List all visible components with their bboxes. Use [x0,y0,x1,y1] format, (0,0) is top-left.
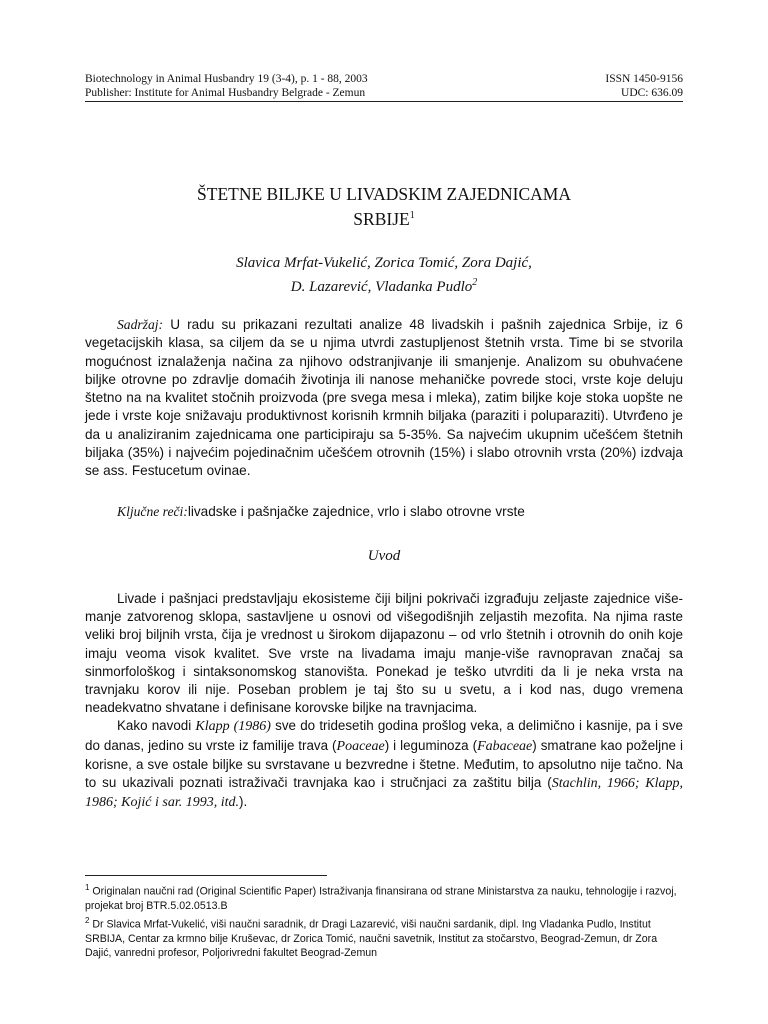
footnote-1: $^1$ Originalan naučni rad (Original Scientific Paper) Istraživanja finansirana od strane Ministarstva za nauku, tehnologije i razvoj, projekat broj BTR.5.02.0513.B [85,883,677,912]
issn: ISSN 1450-9156 [605,73,683,85]
footnotes [85,881,683,962]
authors-line-2: D. Lazarević, Vladanka Pudlo$^2$ [290,277,478,295]
paragraph-2: Kako navodi Klapp (1986) sve do tridesetih godina prošlog veka, a delimično i kasnije, pa i sve do danas, jedino su vrste iz familije trava (Poaceae) i leguminoza (Fabaceae) smatrane kao poželjne i korisne, a sve ostale biljke su svrstavane u bezvredne i štetne. Međutim, to apsolutno nije tačno. Na to su ukazivali poznati istraživači travnjaka kao i stručnjaci za zaštitu bilja (Stachlin, 1966; Klapp, 1986; Kojić i sar. 1993, itd.). [85,718,683,811]
section-heading: Uvod [367,548,401,564]
journal-identifiers [605,72,683,100]
keywords-label: Ključne reči: [117,504,188,519]
udc: UDC: 636.09 [621,87,683,99]
publisher-line: Publisher: Institute for Animal Husbandry Belgrade - Zemun [85,87,366,99]
journal-header [85,72,368,100]
keywords [85,503,683,521]
header-divider [85,101,683,102]
title-line-1: ŠTETNE BILJKE U LIVADSKIM ZAJEDNICAMA [197,184,571,204]
citation-list: Stachlin, 1966; Klapp, 1986; Kojić i sar. 1993, itd. [85,776,683,811]
footnote-divider [85,875,327,876]
paper-title [85,183,683,230]
title-line-2: SRBIJE$^1$ [353,208,415,229]
family-poaceae: Poaceae [336,738,385,754]
paragraph-1: Livade i pašnjaci predstavljaju ekosisteme čiji biljni pokrivači izgrađuju zeljaste zajednice više-manje zatvorenog sklopa, sastavljene u osnovi od višegodišnjih zeljastih mezofita. Na njima raste veliki broj biljnih vrsta, čija je vrednost u širokom dijapazonu – od vrlo štetnih i otrovnih do onih koje imaju veoma visok kvalitet. Sve vrste na livadama imaju manje-više ravnopravan značaj sa sinmorfološkog i sintaksonomskog stanovišta. Ponekad je teško utvrditi da li je neka vrsta na travnjaku korov ili nije. Poseban problem je taj što su u svetu, a i kod nas, dugo vremena neadekvatno shvatane i definisane korovske biljke na travnjacima. [85,591,683,716]
authors-footnote-mark: 2 [472,277,478,288]
body-text [85,590,683,812]
family-fabaceae: Fabaceae [477,738,533,754]
keywords-text: livadske i pašnjačke zajednice, vrlo i slabo otrovne vrste [187,504,525,519]
abstract-label: Sadržaj: [117,317,164,332]
authors-line-1: Slavica Mrfat-Vukelić, Zorica Tomić, Zora Dajić, [236,255,532,271]
abstract [85,316,683,481]
abstract-text: U radu su prikazani rezultati analize 48 livadskih i pašnih zajednica Srbije, iz 6 vegetacijskih klasa, sa ciljem da se u njima utvrdi zastupljenost štetnih vrsta. Time bi se stvorila mogućnost iznalaženja načina za njihovo odstranjivanje ili smanjenje. Analizom su obuhvaćene biljke otrovne po zdravlje domaćih životinja ili nanose mehaničke povrede stoci, vrste koje deluju štetno na na kvalitet stočnih proizvoda (pre svega mesa i mleka), zatim biljke koje stoka uopšte ne jede i vrste koje snižavaju produktivnost korisnih krmnih biljaka (paraziti i poluparaziti). Utvrđeno je da u analiziranim zajednicama one participiraju sa 5-35%. Sa najvećim ukupnim učešćem štetnih biljaka (35%) i najvećim pojedinačnim učešćem otrovnih (15%) i slabo otrovnih vrsta (20%) izdvaja se ass. Festucetum ovinae. [85,317,683,479]
journal-citation: Biotechnology in Animal Husbandry 19 (3-4), p. 1 - 88, 2003 [85,73,368,85]
author-list [85,253,683,297]
footnote-2: $^2$ Dr Slavica Mrfat-Vukelić, viši naučni saradnik, dr Dragi Lazarević, viši naučni sardanik, dipl. Ing Vladanka Pudlo, Institut SRBIJA, Centar za krmno bilje Kruševac, dr Zorica Tomić, naučni savetnik, Institut za stočarstvo, Beograd-Zemun, dr Zora Dajić, vanredni profesor, Poljorivredni fakultet Beograd-Zemun [85,916,658,960]
citation-klapp: Klapp (1986) [195,719,271,735]
title-footnote-mark: 1 [409,210,415,221]
